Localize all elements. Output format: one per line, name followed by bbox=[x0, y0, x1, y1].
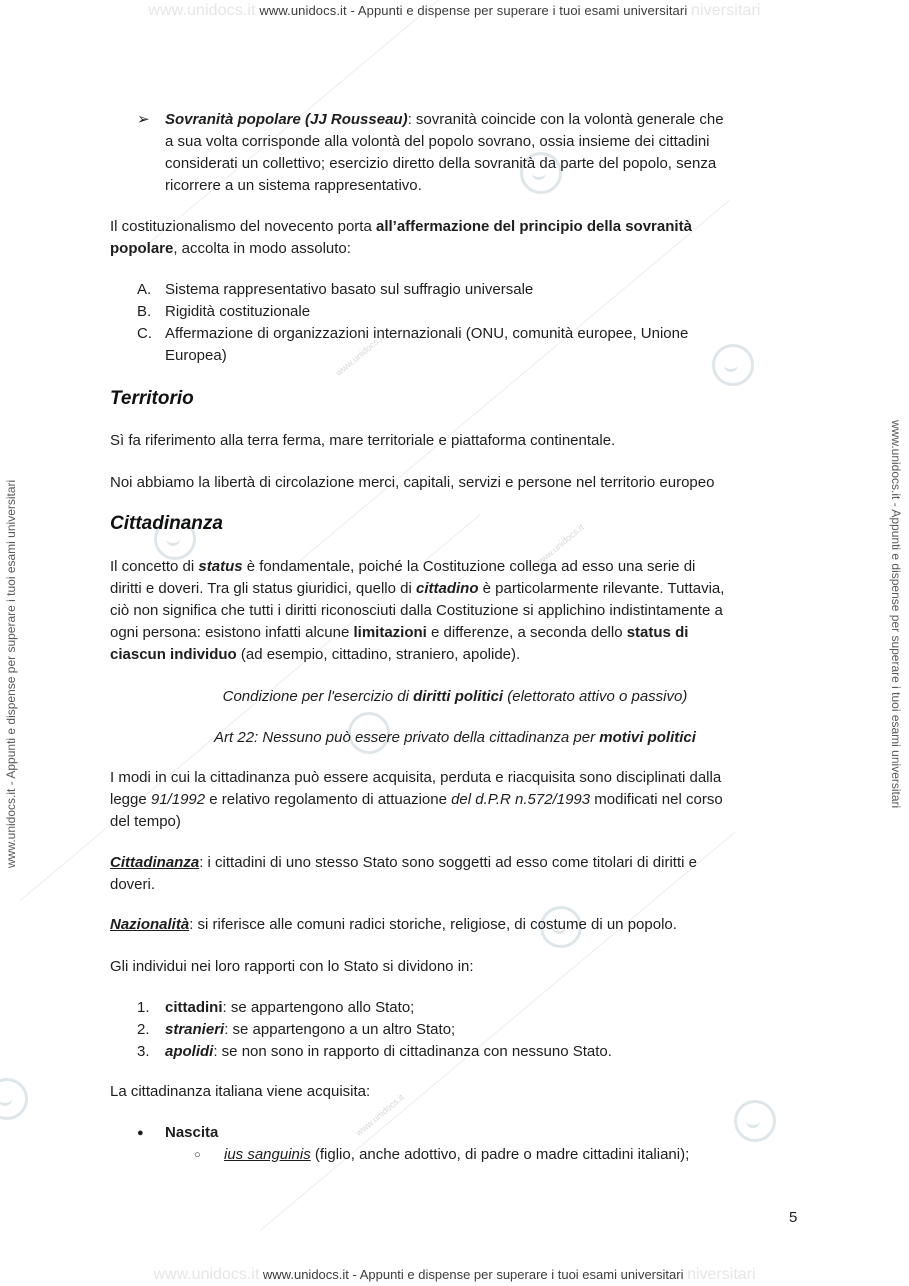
watermark-small-text: www.unidocs.it bbox=[353, 1092, 406, 1138]
ius-sanguinis-term: ius sanguinis bbox=[224, 1146, 311, 1163]
modi-l3: del tempo) bbox=[110, 813, 181, 830]
def-cittadinanza bbox=[110, 852, 800, 896]
nascita-label: Nascita bbox=[165, 1124, 219, 1141]
hollow-bullet-icon: ○ bbox=[194, 1149, 201, 1161]
territorio-p1: Sì fa riferimento alla terra ferma, mare territoriale e piattaforma continentale. bbox=[110, 432, 616, 449]
list-marker: C. bbox=[137, 325, 152, 342]
ius-sanguinis-desc: (figlio, anche adottivo, di padre o madre cittadini italiani); bbox=[310, 1146, 690, 1163]
individui-term: cittadini bbox=[165, 999, 223, 1016]
heading-territorio: Territorio bbox=[110, 388, 194, 409]
footer-watermark-ghost-right: niversitari bbox=[687, 1266, 756, 1283]
list-item-text: Europea) bbox=[165, 347, 227, 364]
cit-status: status bbox=[198, 558, 243, 575]
list-item-text: Sistema rappresentativo basato sul suffragio universale bbox=[165, 281, 534, 298]
acquisto-intro: La cittadinanza italiana viene acquisita: bbox=[110, 1083, 371, 1100]
footer-watermark-text: www.unidocs.it - Appunti e dispense per superare i tuoi esami universitari bbox=[262, 1267, 684, 1282]
def-cittadinanza-l2: doveri. bbox=[110, 876, 156, 893]
header-watermark-ghost-right: niversitari bbox=[691, 2, 761, 19]
rousseau-line-1: : sovranità coincide con la volontà generale che bbox=[407, 111, 724, 128]
modi-l1: I modi in cui la cittadinanza può essere acquisita, perduta e riacquisita sono disciplinati dalla bbox=[110, 769, 722, 786]
individui-term bbox=[165, 1021, 224, 1038]
costituzionalismo-bold-1: all’affermazione del principio della sovranità bbox=[375, 218, 692, 235]
modi-l2a: legge bbox=[110, 791, 151, 808]
territorio-p2: Noi abbiamo la libertà di circolazione merci, capitali, servizi e persone nel territorio europeo bbox=[110, 474, 715, 491]
def-cittadinanza-term: Cittadinanza bbox=[110, 854, 200, 871]
list-marker: 2. bbox=[137, 1021, 150, 1038]
rousseau-text bbox=[165, 109, 795, 197]
cit-l1c: è fondamentale, poiché la Costituzione collega ad esso una serie di bbox=[242, 558, 696, 575]
cit-l4d: status di bbox=[626, 624, 689, 641]
costituzionalismo-post: , accolta in modo assoluto: bbox=[173, 240, 351, 257]
watermark-small-text: www.unidocs.it bbox=[333, 332, 386, 378]
individui-item-text bbox=[165, 997, 795, 1019]
condizione-line bbox=[110, 686, 800, 708]
def-cittadinanza-l1: : i cittadini di uno stesso Stato sono soggetti ad esso come titolari di diritti e bbox=[199, 854, 697, 871]
right-side-watermark: www.unidocs.it - Appunti e dispense per superare i tuoi esami universitari bbox=[889, 420, 903, 809]
condizione-c: (elettorato attivo o passivo) bbox=[503, 688, 688, 705]
art22-a: Art 22: Nessuno può essere privato della cittadinanza per bbox=[214, 729, 600, 746]
list-item-text: Rigidità costituzionale bbox=[165, 303, 311, 320]
individui-term bbox=[165, 1043, 213, 1060]
page-number: 5 bbox=[789, 1209, 798, 1226]
individui-item-text bbox=[165, 1041, 795, 1063]
modi-paragraph bbox=[110, 767, 800, 833]
art22-b: motivi politici bbox=[599, 729, 696, 746]
modi-l2c: e relativo regolamento di attuazione bbox=[205, 791, 452, 808]
costituzionalismo-paragraph bbox=[110, 216, 800, 260]
rousseau-line-2: a sua volta corrisponde alla volontà del popolo sovrano, ossia insieme dei cittadini bbox=[165, 133, 710, 150]
cit-cittadino: cittadino bbox=[415, 580, 479, 597]
individui-desc: : se appartengono a un altro Stato; bbox=[224, 1021, 456, 1038]
list-item-text: Affermazione di organizzazioni internazionali (ONU, comunità europee, Unione bbox=[165, 325, 689, 342]
condizione-b: diritti politici bbox=[413, 688, 504, 705]
individui-term: apolidi bbox=[165, 1043, 214, 1060]
watermark-logo-icon bbox=[0, 1078, 28, 1120]
individui-intro: Gli individui nei loro rapporti con lo Stato si dividono in: bbox=[110, 958, 474, 975]
list-marker: B. bbox=[137, 303, 152, 320]
individui-desc: : se appartengono allo Stato; bbox=[222, 999, 415, 1016]
cit-limitazioni: limitazioni bbox=[353, 624, 427, 641]
def-nazionalita-text: : si riferisce alle comuni radici storiche, religiose, di costume di un popolo. bbox=[189, 916, 677, 933]
cit-l2c: è particolarmente rilevante. Tuttavia, bbox=[478, 580, 725, 597]
bullet-icon: ● bbox=[137, 1127, 144, 1139]
modi-legge: 91/1992 bbox=[150, 791, 206, 808]
header-watermark-ghost-left: www.unidocs.it bbox=[148, 2, 256, 19]
costituzionalismo-pre: Il costituzionalismo del novecento porta bbox=[110, 218, 376, 235]
rousseau-line-4: ricorrere a un sistema rappresentativo. bbox=[165, 177, 422, 194]
list-marker: 1. bbox=[137, 999, 150, 1016]
list-marker: A. bbox=[137, 281, 152, 298]
individui-item-text bbox=[165, 1019, 795, 1041]
modi-l2e: modificati nel corso bbox=[590, 791, 723, 808]
cit-l5b: (ad esempio, cittadino, straniero, apolide). bbox=[236, 646, 521, 663]
cit-l1a: Il concetto di bbox=[110, 558, 199, 575]
left-side-watermark: www.unidocs.it - Appunti e dispense per superare i tuoi esami universitari bbox=[4, 479, 18, 868]
def-nazionalita-term: Nazionalità bbox=[110, 916, 190, 933]
arrow-bullet-icon: ➢ bbox=[137, 111, 150, 128]
watermark-small-text: www.unidocs.it bbox=[533, 522, 586, 568]
ius-sanguinis-text bbox=[224, 1144, 854, 1166]
condizione-a: Condizione per l'esercizio di bbox=[222, 688, 414, 705]
art22-line bbox=[110, 727, 800, 749]
cittadinanza-paragraph bbox=[110, 556, 800, 666]
footer-watermark-ghost-left: www.unidocs.it bbox=[153, 1266, 260, 1283]
cit-l4c: e differenze, a seconda dello bbox=[426, 624, 627, 641]
header-watermark bbox=[0, 2, 909, 20]
individui-desc: : se non sono in rapporto di cittadinanza con nessuno Stato. bbox=[213, 1043, 612, 1060]
cit-l5a: ciascun individuo bbox=[110, 646, 237, 663]
heading-cittadinanza: Cittadinanza bbox=[110, 513, 223, 534]
list-marker: 3. bbox=[137, 1043, 150, 1060]
cit-l2a: diritti e doveri. Tra gli status giuridici, quello di bbox=[110, 580, 416, 597]
cit-l3: ciò non significa che tutti i diritti riconosciuti dalla Costituzione si applichino indistintamente a bbox=[110, 602, 723, 619]
cit-l4a: ogni persona: esistono infatti alcune bbox=[110, 624, 354, 641]
rousseau-line-3: considerati un collettivo; esercizio diretto della sovranità da parte del popolo, senza bbox=[165, 155, 717, 172]
rousseau-term: Sovranità popolare (JJ Rousseau) bbox=[165, 111, 408, 128]
footer-watermark bbox=[0, 1266, 909, 1284]
modi-dpr: del d.P.R n.572/1993 bbox=[451, 791, 591, 808]
individui-term: stranieri bbox=[165, 1021, 225, 1038]
def-nazionalita bbox=[110, 914, 800, 936]
header-watermark-text: www.unidocs.it - Appunti e dispense per superare i tuoi esami universitari bbox=[259, 3, 688, 18]
costituzionalismo-bold-2: popolare bbox=[110, 240, 174, 257]
